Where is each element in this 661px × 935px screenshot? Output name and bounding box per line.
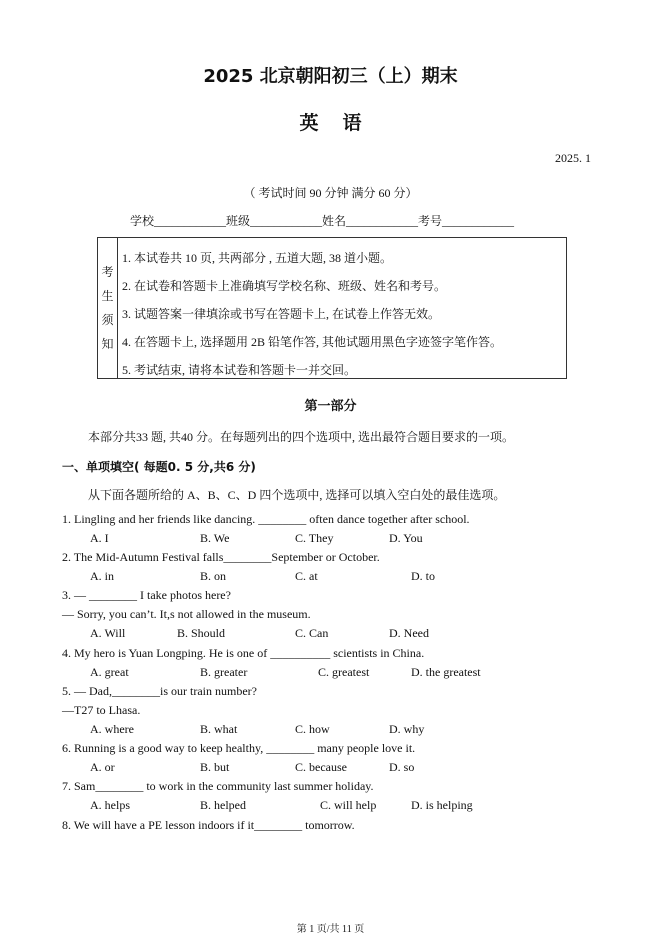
option: A. I [90,531,109,545]
notice-item: 1. 本试卷共 10 页, 共两部分 , 五道大题, 38 道小题。 [122,251,393,265]
question-stem: 2. The Mid-Autumn Festival falls________September or October. [62,550,380,564]
question-stem: 4. My hero is Yuan Longping. He is one of __________ scientists in China. [62,646,425,660]
option: D. Need [389,626,429,640]
question-stem: 8. We will have a PE lesson indoors if it________ tomorrow. [62,818,355,832]
question-stem-reply: — Sorry, you can’t. It,s not allowed in the museum. [62,607,311,621]
option: D. why [389,722,425,736]
option: C. because [295,760,347,774]
option: B. We [200,531,230,545]
question-stem: 3. — ________ I take photos here? [62,588,231,602]
section-title: 一、单项填空( 每题0. 5 分,共6 分) [62,460,256,474]
option: C. greatest [318,665,370,679]
part-intro: 本部分共33 题, 共40 分。在每题列出的四个选项中, 选出最符合题目要求的一项。 [88,430,515,444]
option: A. Will [90,626,126,640]
question-stem: 6. Running is a good way to keep healthy, ________ many people love it. [62,741,416,755]
option: D. to [411,569,435,583]
exam-date: 2025. 1 [555,151,591,165]
notice-label-char: 生 [101,289,114,303]
option: C. They [295,531,334,545]
notice-label-char: 须 [101,313,114,327]
option: A. great [90,665,129,679]
question-stem: 1. Lingling and her friends like dancing. ________ often dance together after school. [62,512,470,526]
option: C. how [295,722,330,736]
option: C. will help [320,798,377,812]
option: A. where [90,722,134,736]
option: D. You [389,531,423,545]
option: A. in [90,569,114,583]
notice-box [97,237,567,379]
notice-list [122,244,502,384]
option: B. Should [177,626,226,640]
notice-label-char: 考 [101,265,114,279]
option: D. the greatest [411,665,481,679]
question-stem: 5. — Dad,________is our train number? [62,684,257,698]
option: A. or [90,760,115,774]
student-info-fields: 学校____________班级____________姓名____________考号____________ [130,214,515,228]
option: B. on [200,569,227,583]
option: C. Can [295,626,329,640]
option: A. helps [90,798,130,812]
notice-item: 2. 在试卷和答题卡上准确填写学校名称、班级、姓名和考号。 [122,279,447,293]
option: B. but [200,760,230,774]
exam-title: 2025 北京朝阳初三（上）期末 [203,66,458,87]
notice-item: 4. 在答题卡上, 选择题用 2B 铅笔作答, 其他试题用黑色字迹签字笔作答。 [122,335,503,349]
question-stem: 7. Sam________ to work in the community last summer holiday. [62,779,374,793]
notice-label-char: 知 [101,337,114,351]
exam-time-info: （ 考试时间 90 分钟 满分 60 分） [243,186,418,200]
option: B. greater [200,665,248,679]
notice-item: 5. 考试结束, 请将本试卷和答题卡一并交回。 [122,363,357,377]
notice-item: 3. 试题答案一律填涂或书写在答题卡上, 在试卷上作答无效。 [122,307,441,321]
option: C. at [295,569,318,583]
option: B. what [200,722,238,736]
option: D. so [389,760,415,774]
part-title: 第一部分 [304,399,357,414]
option: D. is helping [411,798,473,812]
option: B. helped [200,798,246,812]
subject-title: 英语 [299,112,386,134]
section-instruction: 从下面各题所给的 A、B、C、D 四个选项中, 选择可以填入空白处的最佳选项。 [88,488,506,502]
page-footer: 第 1 页/共 11 页 [296,924,365,935]
notice-label [98,238,118,378]
question-stem-reply: —T27 to Lhasa. [62,703,141,717]
